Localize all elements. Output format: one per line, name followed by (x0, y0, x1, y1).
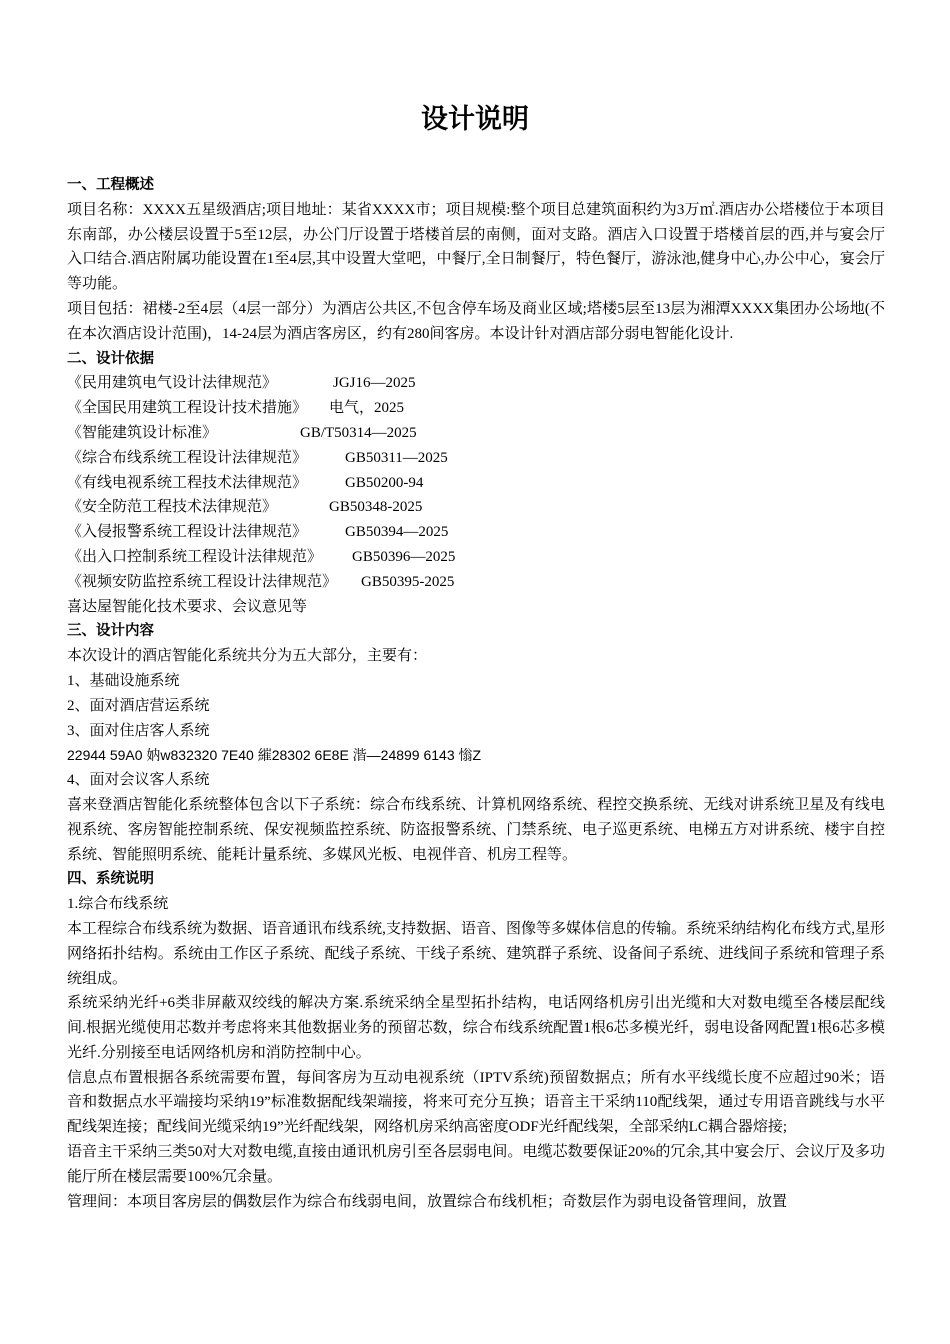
reference-item (67, 396, 885, 421)
overview-paragraph-2: 项目包括：裙楼-2至4层（4层一部分）为酒店公共区,不包含停车场及商业区域;塔楼5层至13层为湘潭XXXX集团办公场地(不在本次酒店设计范围)，14-24层为酒店客房区，约有280间客房。本设计针对酒店部分弱电智能化设计. (67, 300, 885, 342)
cabling-paragraph-3: 信息点布置根据各系统需要布置，每间客房为互动电视系统（IPTV系统)预留数据点；所有水平线缆长度不应超过90米；语音和数据点水平端接均采纳19”标准数据配线架端接，将来可充分互换；语音主干采纳110配线架，通过专用语音跳线与水平配线架连接；配线间光缆采纳19”光纤配线架，网络机房采纳高密度ODF光纤配线架，全部采纳LC耦合器熔接; (67, 1069, 885, 1136)
reference-code: 电气，2025 (329, 400, 405, 417)
reference-item (67, 446, 885, 471)
reference-code: GB50348-2025 (329, 499, 423, 516)
reference-name: 《入侵报警系统工程设计法律规范》 (67, 524, 308, 541)
content-item: 4、面对会议客人系统 (67, 772, 210, 789)
reference-item (67, 371, 885, 396)
reference-code: GB50394—2025 (345, 524, 449, 541)
reference-item (67, 495, 885, 520)
page-title: 设计说明 (421, 104, 529, 135)
reference-name: 《有线电视系统工程技术法律规范》 (67, 474, 308, 491)
reference-item (67, 471, 885, 496)
reference-name: 《视频安防监控系统工程设计法律规范》 (67, 573, 338, 590)
reference-name: 《安全防范工程技术法律规范》 (67, 499, 278, 516)
reference-item (67, 545, 885, 570)
reference-code: GB50395-2025 (361, 573, 455, 590)
reference-code: JGJ16—2025 (333, 375, 416, 392)
overview-paragraph-1: 项目名称：XXXX五星级酒店;项目地址：某省XXXX市；项目规模:整个项目总建筑面积约为3万㎡.酒店办公塔楼位于本项目东南部，办公楼层设置于5至12层，办公门厅设置于塔楼首层的南侧，面对支路。酒店入口设置于塔楼首层的西,并与宴会厅入口结合.酒店附属功能设置在1至4层,其中设置大堂吧，中餐厅,全日制餐厅，特色餐厅，游泳池,健身中心,办公中心，宴会厅等功能。 (67, 201, 885, 293)
subsection-heading-cabling: 1.综合布线系统 (67, 896, 169, 913)
reference-name: 《全国民用建筑工程设计技术措施》 (67, 400, 308, 417)
content-intro: 本次设计的酒店智能化系统共分为五大部分，主要有： (67, 648, 428, 665)
reference-code: GB50396—2025 (352, 548, 456, 565)
reference-code: GB50311—2025 (345, 449, 448, 466)
cabling-paragraph-4: 语音主干采纳三类50对大对数电缆,直接由通讯机房引至各层弱电间。电缆芯数要保证20%的冗余,其中宴会厅、会议厅及多功能厅所在楼层需要100%冗余量。 (67, 1144, 885, 1185)
document-body (67, 173, 885, 1214)
content-summary: 喜来登酒店智能化系统整体包含以下子系统：综合布线系统、计算机网络系统、程控交换系统、无线对讲系统卫星及有线电视系统、客房智能控制系统、保安视频监控系统、防盗报警系统、门禁系统、电子巡更系统、电梯五方对讲系统、楼宇自控系统、智能照明系统、能耗计量系统、多媒风光板、电视伴音、机房工程等。 (67, 796, 885, 863)
reference-code: GB50200-94 (345, 474, 424, 491)
reference-item (67, 520, 885, 545)
content-item: 2、面对酒店营运系统 (67, 697, 210, 714)
content-item: 3、面对住店客人系统 (67, 722, 210, 739)
cabling-paragraph-1: 本工程综合布线系统为数据、语音通讯布线系统,支持数据、语音、图像等多媒体信息的传输。系统采纳结构化布线方式,星形网络拓扑结构。系统由工作区子系统、配线子系统、干线子系统、建筑群子系统、设备间子系统、进线间子系统和管理子系统组成。 (67, 920, 885, 987)
reference-item (67, 421, 885, 446)
garbled-text-line: 22944 59A0 妠w832320 7E40 繀28302 6E8E 湝—24899 6143 慃Z (67, 747, 482, 764)
reference-name: 《民用建筑电气设计法律规范》 (67, 375, 278, 392)
section-heading-overview: 一、工程概述 (67, 177, 154, 193)
content-item: 1、基础设施系统 (67, 672, 180, 689)
section-heading-basis: 二、设计依据 (67, 350, 154, 367)
reference-name: 《出入口控制系统工程设计法律规范》 (67, 548, 323, 565)
section-heading-systems: 四、系统说明 (67, 871, 154, 888)
section-heading-content: 三、设计内容 (67, 623, 154, 640)
reference-list (67, 371, 885, 594)
reference-note: 喜达屋智能化技术要求、会议意见等 (67, 598, 308, 615)
reference-item (67, 570, 885, 595)
cabling-paragraph-5: 管理间：本项目客房层的偶数层作为综合布线弱电间，放置综合布线机柜；奇数层作为弱电设备管理间，放置 (67, 1193, 788, 1210)
reference-code: GB/T50314—2025 (300, 424, 417, 441)
reference-name: 《综合布线系统工程设计法律规范》 (67, 449, 308, 466)
cabling-paragraph-2: 系统采纳光纤+6类非屏蔽双绞线的解决方案.系统采纳全星型拓扑结构，电话网络机房引出光缆和大对数电缆至各楼层配线间.根据光缆使用芯数并考虑将来其他数据业务的预留芯数，综合布线系统配置1根6芯多模光纤，弱电设备网配置1根6芯多模光纤.分别接至电话网络机房和消防控制中心。 (67, 995, 885, 1061)
reference-name: 《智能建筑设计标准》 (67, 424, 218, 441)
